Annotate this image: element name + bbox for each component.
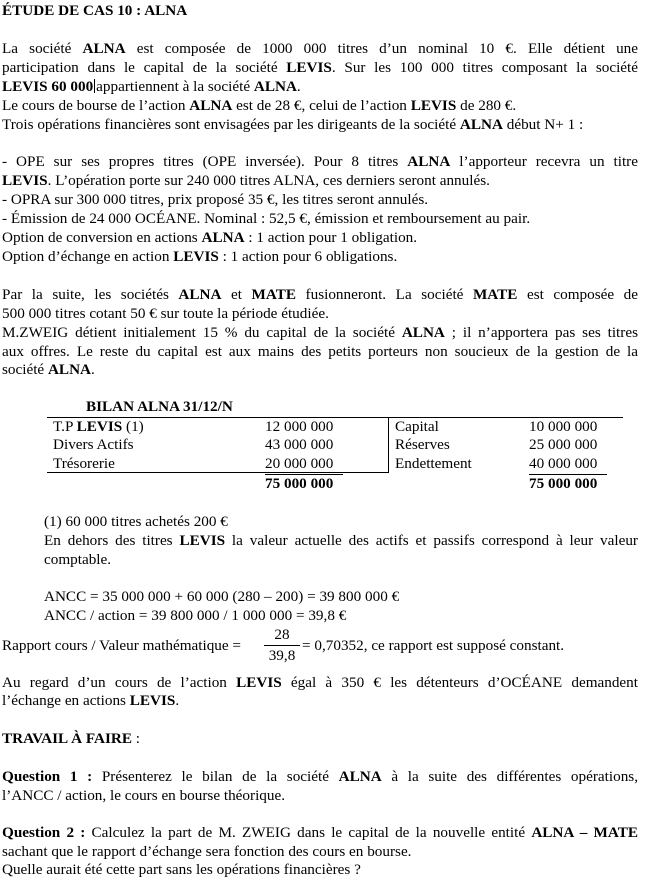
intro-line-2: participation dans le capital de la société LEVIS. Sur les 100 000 titres composant la société — [2, 59, 638, 76]
liability-value-endettement: 40 000 000 — [529, 455, 607, 475]
asset-label-tp-levis: T.P LEVIS (1) — [53, 418, 144, 435]
merger-line-3: M.ZWEIG détient initialement 15 % du capital de la société ALNA ; il n’apportera pas ses titres — [2, 324, 638, 341]
merger-line-5: société ALNA. — [2, 361, 95, 378]
question-1-line-1: Question 1 : Présenterez le bilan de la société ALNA à la suite des différentes opérations, — [2, 768, 638, 785]
note-valeur-line-2: comptable. — [44, 551, 112, 568]
balance-sheet-title: BILAN ALNA 31/12/N — [86, 398, 233, 415]
ratio-label: Rapport cours / Valeur mathématique = — [2, 637, 241, 654]
balance-sheet-center-rule — [388, 417, 389, 472]
operation-ope-line-1: - OPE sur ses propres titres (OPE inversée). Pour 8 titres ALNA l’apporteur recevra un titre — [2, 153, 638, 170]
asset-total: 75 000 000 — [265, 475, 334, 492]
intro-line-5: Trois opérations financières sont envisagées par les dirigeants de la société ALNA début N+ 1 : — [2, 116, 584, 133]
ratio-result: = 0,70352, ce rapport est supposé constant. — [302, 637, 565, 654]
question-2-line-2: sachant que le rapport d’échange sera fonction des cours en bourse. — [2, 843, 412, 860]
operation-oceane: - Émission de 24 000 OCÉANE. Nominal : 52,5 €, émission et remboursement au pair. — [2, 210, 531, 227]
merger-line-4: aux offres. Le reste du capital est aux mains des petits porteurs non soucieux de la gestion de la — [2, 343, 638, 360]
ratio-denominator: 39,8 — [268, 647, 296, 664]
note-titres-levis: (1) 60 000 titres achetés 200 € — [44, 513, 228, 530]
option-conversion: Option de conversion en actions ALNA : 1 action pour 1 obligation. — [2, 229, 418, 246]
asset-label-divers: Divers Actifs — [53, 436, 134, 453]
option-echange: Option d’échange en action LEVIS : 1 action pour 6 obligations. — [2, 248, 398, 265]
asset-value-tresorerie: 20 000 000 — [265, 455, 343, 475]
operation-opra: - OPRA sur 300 000 titres, prix proposé 35 €, les titres seront annulés. — [2, 191, 429, 208]
ratio-fraction — [262, 626, 302, 666]
ratio-numerator: 28 — [274, 626, 290, 643]
asset-value-divers: 43 000 000 — [265, 436, 334, 453]
ancc-formula: ANCC = 35 000 000 + 60 000 (280 – 200) = 39 800 000 € — [44, 588, 400, 605]
question-1-line-2: l’ANCC / action, le cours en bourse théorique. — [2, 787, 286, 804]
merger-line-1: Par la suite, les sociétés ALNA et MATE fusionneront. La société MATE est composée de — [2, 286, 639, 303]
asset-label-tresorerie: Trésorerie — [53, 455, 115, 472]
asset-value-tp-levis: 12 000 000 — [265, 418, 334, 435]
liability-value-capital: 10 000 000 — [529, 418, 598, 435]
operation-ope-line-2: LEVIS. L’opération porte sur 240 000 titres ALNA, ces derniers seront annulés. — [2, 172, 490, 189]
intro-line-1: La société ALNA est composée de 1000 000 titres d’un nominal 10 €. Elle détient une — [2, 40, 638, 57]
travail-heading: TRAVAIL À FAIRE : — [2, 730, 141, 747]
oceane-request-line-2: l’échange en actions LEVIS. — [2, 692, 180, 709]
note-valeur-line-1: En dehors des titres LEVIS la valeur actuelle des actifs et passifs correspond à leur valeur — [44, 532, 638, 549]
merger-line-2: 500 000 titres cotant 50 € sur toute la période étudiée. — [2, 305, 329, 322]
balance-sheet — [47, 398, 623, 492]
oceane-request-line-1: Au regard d’un cours de l’action LEVIS égal à 350 € les détenteurs d’OCÉANE demandent — [2, 674, 638, 691]
liability-label-endettement: Endettement — [395, 455, 472, 472]
text-cursor — [94, 79, 95, 93]
liability-label-capital: Capital — [395, 418, 439, 435]
intro-line-4: Le cours de bourse de l’action ALNA est de 28 €, celui de l’action LEVIS de 280 €. — [2, 97, 517, 114]
liability-total: 75 000 000 — [529, 475, 598, 492]
question-2-line-3: Quelle aurait été cette part sans les opérations financières ? — [2, 861, 361, 878]
ancc-per-share: ANCC / action = 39 800 000 / 1 000 000 = 39,8 € — [44, 607, 347, 624]
intro-line-3: LEVIS 60 000 appartiennent à la société ALNA. — [2, 78, 301, 95]
liability-label-reserves: Réserves — [395, 436, 450, 453]
case-title: ÉTUDE DE CAS 10 : ALNA — [2, 2, 188, 19]
liability-value-reserves: 25 000 000 — [529, 436, 598, 453]
question-2-line-1: Question 2 : Calculez la part de M. ZWEIG dans le capital de la nouvelle entité ALNA – MATE — [2, 824, 638, 841]
